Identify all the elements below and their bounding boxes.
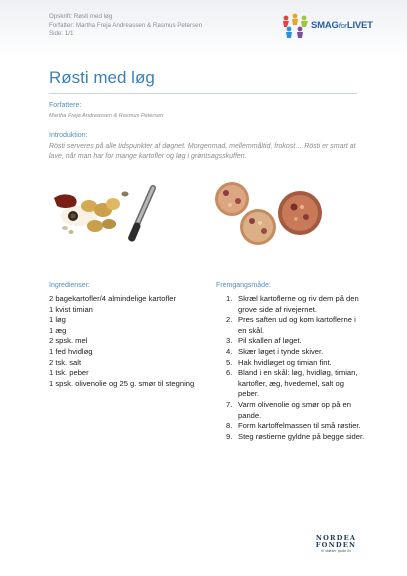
step-number: 9. <box>226 431 233 441</box>
method-step <box>216 368 366 400</box>
recipe-author-line: Forfatter: Martha Freja Andreassen & Rasmus Petersen <box>49 21 203 29</box>
method-step <box>216 400 366 421</box>
recipe-title: Røsti med løg <box>49 68 155 87</box>
step-number: 6. <box>226 368 233 378</box>
ingredient-item: 1 spsk. olivenolie og 25 g. smør til stegning <box>49 378 195 388</box>
nordea-fonden-logo <box>306 535 366 563</box>
smag-for-livet-figures-logo-icon <box>281 12 311 40</box>
ingredient-item: 2 spsk. mel <box>49 336 88 346</box>
nordea-logo-tagline: Vi støtter gode liv <box>320 549 352 553</box>
ingredient-item: 2 bagekartofler/4 almindelige kartofler <box>49 294 177 303</box>
method-steps <box>216 294 366 442</box>
step-number: 8. <box>226 421 233 431</box>
nordea-logo-line1: NORDEA <box>315 534 357 542</box>
recipe-meta <box>49 13 202 39</box>
step-text: Varm olivenolie og smør op på en pande. <box>238 399 351 420</box>
recipe-name-line: Opskrift: Røsti med løg <box>49 13 113 20</box>
step-text: Pil skallen af løget. <box>238 336 302 346</box>
smag-for-livet-logo <box>281 12 381 40</box>
authors-names: Martha Freja Andreassen & Rasmus Petersen <box>49 113 164 119</box>
method-step <box>216 315 366 336</box>
ingredient-item: 1 fed hvidløg <box>49 346 93 356</box>
method-step <box>216 358 366 369</box>
step-number: 7. <box>226 399 233 409</box>
step-text: Form kartoffelmassen til små røstier. <box>238 421 361 431</box>
method-label: Fremgangsmåde: <box>216 282 271 289</box>
step-text: Skræl kartoflerne og riv dem på den grove side af rivejernet. <box>238 294 359 314</box>
method-step <box>216 336 366 347</box>
step-number: 3. <box>226 336 233 346</box>
ingredients-photo <box>49 180 165 246</box>
step-number: 4. <box>226 346 233 356</box>
step-text: Steg røstierne gyldne på begge sider. <box>238 431 365 441</box>
step-number: 2. <box>226 315 233 325</box>
method-step <box>216 421 366 432</box>
step-number: 1. <box>226 294 233 303</box>
authors-label: Forfattere: <box>49 102 82 109</box>
ingredients-label: Ingredienser: <box>49 282 90 289</box>
ingredient-item: 1 tsk. peber <box>49 368 89 378</box>
method-step <box>216 294 366 315</box>
ingredient-item: 1 kvist timian <box>49 304 93 314</box>
step-text: Bland i en skål: løg, hvidløg, timian, kartofler, æg, hvedemel, salt og peber. <box>238 368 358 399</box>
step-text: Pres saften ud og kom kartoflerne i en skål. <box>238 315 356 335</box>
method-step <box>216 432 366 443</box>
page-number-line: Side: 1/1 <box>49 30 74 38</box>
rosti-photo <box>210 179 330 251</box>
ingredient-item: 2 tsk. salt <box>49 357 82 367</box>
step-text: Skær løget i tynde skiver. <box>238 346 324 356</box>
step-text: Hak hvidløget og timian fint. <box>238 357 332 367</box>
intro-label: Introduktion: <box>49 132 88 139</box>
title-divider <box>49 93 357 94</box>
ingredient-item: 1 æg <box>49 325 67 335</box>
logo-wordmark: SMAGforLIVET <box>311 20 373 31</box>
page-header <box>0 0 407 58</box>
step-number: 5. <box>226 357 233 367</box>
intro-text: Rösti serveres på alle tidspunkter af døgnet. Morgenmad, mellemmåltid, frokost… Rösti er smart at lave, når man har for mange kartofler og løg i grøntsagsskuffen. <box>49 143 356 160</box>
nordea-logo-line2: FONDEN <box>315 541 357 549</box>
method-step <box>216 347 366 358</box>
ingredients-list <box>49 294 199 389</box>
ingredient-item: 1 løg <box>49 315 66 325</box>
